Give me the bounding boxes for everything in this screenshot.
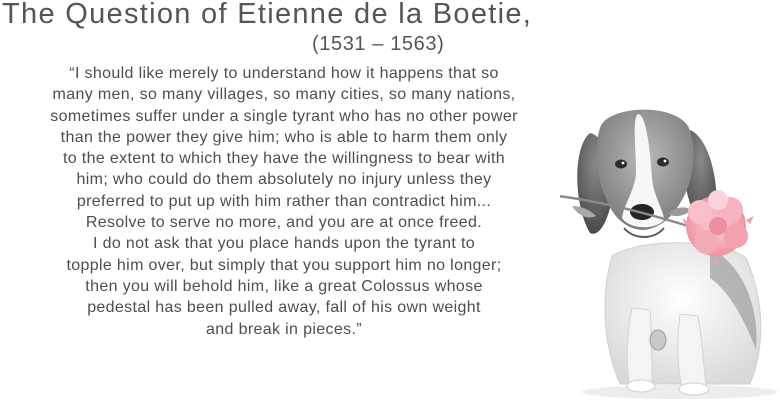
quote-line: than the power they give him; who is able to harm them only	[60, 128, 508, 146]
quote-line: and break in pieces.”	[206, 320, 362, 338]
quote-line: preferred to put up with him rather than contradict him...	[76, 192, 492, 210]
quote-block	[0, 63, 568, 340]
quote-line: Resolve to serve no more, and you are at once freed.	[85, 214, 483, 232]
quote-line: “I should like merely to understand how it happens that so	[69, 65, 499, 82]
quote-line: many men, so many villages, so many cities, so many nations,	[52, 86, 516, 104]
quote-line: him; who could do them absolutely no injury unless they	[76, 171, 492, 189]
quote-line: topple him over, but simply that you support him no longer;	[66, 256, 502, 274]
quote-line: sometimes suffer under a single tyrant who has no other power	[50, 107, 518, 125]
beagle-puppy-with-flower-icon	[560, 88, 780, 400]
page-title: The Question of Etienne de la Boetie,	[2, 0, 533, 30]
quote-line: pedestal has been pulled away, fall of his own weight	[87, 299, 481, 317]
author-dates: (1531 – 1563)	[312, 33, 445, 55]
quote-line: then you will behold him, like a great Colossus whose	[85, 277, 483, 295]
quote-line: to the extent to which they have the willingness to bear with	[62, 150, 506, 168]
quote-line: I do not ask that you place hands upon the tyrant to	[92, 235, 475, 253]
